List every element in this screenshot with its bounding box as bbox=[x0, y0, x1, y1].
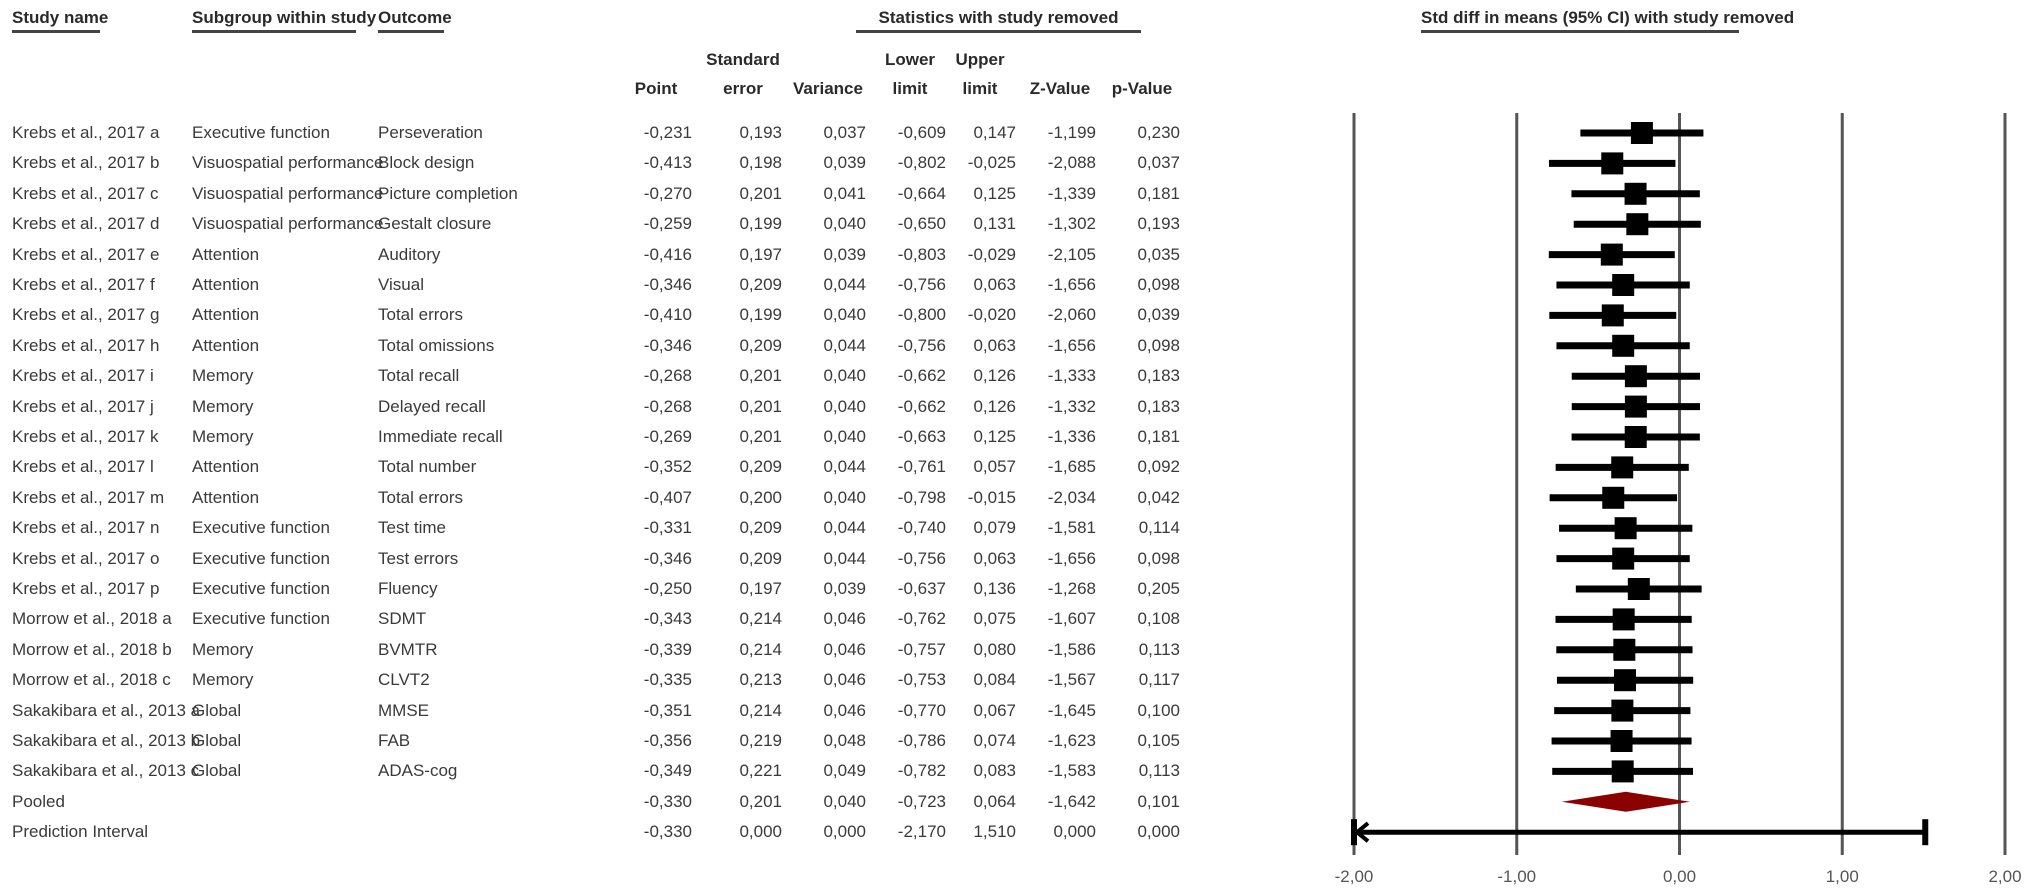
study-name: Krebs et al., 2017 j bbox=[12, 396, 154, 416]
stat-value: 0,201 bbox=[739, 791, 782, 811]
stat-value: -2,034 bbox=[1047, 487, 1096, 507]
stat-value: -0,413 bbox=[643, 153, 692, 173]
study-name: Krebs et al., 2017 n bbox=[12, 518, 160, 538]
stat-value: 0,205 bbox=[1137, 579, 1180, 598]
stat-value: 0,221 bbox=[739, 761, 782, 781]
point-marker bbox=[1601, 244, 1623, 266]
stat-value: -0,015 bbox=[967, 487, 1016, 507]
subgroup: Executive function bbox=[192, 518, 330, 538]
stat-value: 0,080 bbox=[973, 639, 1016, 659]
study-name: Krebs et al., 2017 b bbox=[12, 153, 160, 173]
subgroup: Visuospatial performance bbox=[192, 183, 384, 203]
stat-value: -0,753 bbox=[897, 670, 946, 690]
point-marker bbox=[1611, 730, 1633, 752]
column-header-line1: Standard bbox=[706, 50, 780, 69]
subgroup: Memory bbox=[192, 427, 254, 446]
stat-value: 0,044 bbox=[823, 335, 866, 355]
stat-value: -0,664 bbox=[897, 183, 946, 203]
stat-value: -0,662 bbox=[897, 366, 946, 386]
stat-value: -0,231 bbox=[643, 123, 692, 142]
stat-value: 0,098 bbox=[1137, 335, 1180, 355]
stat-value: 0,198 bbox=[739, 153, 782, 173]
column-header-line2: limit bbox=[962, 79, 998, 98]
outcome: Delayed recall bbox=[378, 396, 486, 416]
stat-value: 0,213 bbox=[739, 670, 782, 690]
stat-value: 0,209 bbox=[739, 548, 782, 568]
point-marker bbox=[1612, 335, 1634, 357]
outcome: Total number bbox=[378, 457, 477, 477]
stat-value: -0,761 bbox=[897, 457, 946, 477]
point-marker bbox=[1625, 183, 1647, 205]
stat-value: -1,199 bbox=[1047, 123, 1096, 142]
stat-value: -0,335 bbox=[643, 670, 692, 690]
stat-value: 0,044 bbox=[823, 275, 866, 294]
subgroup: Global bbox=[192, 700, 242, 720]
study-name: Morrow et al., 2018 b bbox=[12, 639, 172, 659]
stat-value: 0,125 bbox=[973, 427, 1016, 446]
stat-value: -2,060 bbox=[1047, 305, 1096, 325]
stat-value: -1,339 bbox=[1047, 183, 1096, 203]
subgroup: Executive function bbox=[192, 579, 330, 598]
point-marker bbox=[1615, 517, 1637, 539]
study-name: Prediction Interval bbox=[12, 822, 149, 842]
stat-value: 0,044 bbox=[823, 457, 866, 477]
stat-value: 0,183 bbox=[1137, 366, 1180, 386]
point-marker bbox=[1601, 152, 1623, 174]
stat-value: 0,193 bbox=[1137, 214, 1180, 234]
stat-value: 0,193 bbox=[739, 123, 782, 142]
subgroup: Executive function bbox=[192, 609, 330, 629]
study-name: Pooled bbox=[12, 791, 65, 811]
point-marker bbox=[1602, 487, 1624, 509]
column-header-line1: Upper bbox=[955, 50, 1005, 69]
study-name: Sakakibara et al., 2013 a bbox=[12, 700, 201, 720]
stat-value: 0,101 bbox=[1137, 791, 1180, 811]
point-marker bbox=[1613, 608, 1635, 630]
stat-value: -1,607 bbox=[1047, 609, 1096, 629]
stat-value: -0,259 bbox=[643, 214, 692, 234]
stat-value: 0,057 bbox=[973, 457, 1016, 477]
outcome: Total recall bbox=[378, 366, 460, 386]
stat-value: -1,656 bbox=[1047, 548, 1096, 568]
stat-value: 0,209 bbox=[739, 335, 782, 355]
stat-value: -0,351 bbox=[643, 700, 692, 720]
stat-value: 0,126 bbox=[973, 396, 1016, 416]
stat-value: -0,330 bbox=[643, 822, 692, 842]
stat-value: 0,039 bbox=[823, 153, 866, 173]
x-tick-label: -1,00 bbox=[1497, 867, 1537, 886]
subgroup: Attention bbox=[192, 487, 260, 507]
stat-value: 0,000 bbox=[1053, 822, 1096, 842]
point-marker bbox=[1614, 669, 1636, 691]
stat-value: 0,035 bbox=[1137, 244, 1180, 264]
point-marker bbox=[1625, 396, 1647, 418]
stat-value: 0,201 bbox=[739, 427, 782, 446]
stat-value: -1,656 bbox=[1047, 335, 1096, 355]
stat-value: 0,201 bbox=[739, 396, 782, 416]
stat-value: -0,762 bbox=[897, 609, 946, 629]
stat-value: 0,197 bbox=[739, 579, 782, 598]
stat-value: 0,113 bbox=[1138, 639, 1180, 659]
stat-value: -0,346 bbox=[643, 275, 692, 294]
stat-value: -0,352 bbox=[643, 457, 692, 477]
stat-value: 0,201 bbox=[739, 183, 782, 203]
stat-value: -0,802 bbox=[897, 153, 946, 173]
subgroup: Executive function bbox=[192, 548, 330, 568]
study-name: Krebs et al., 2017 o bbox=[12, 548, 160, 568]
stat-value: 0,042 bbox=[1137, 487, 1180, 507]
stat-value: 0,046 bbox=[823, 609, 866, 629]
study-name: Morrow et al., 2018 c bbox=[12, 670, 171, 690]
stat-value: 0,046 bbox=[823, 639, 866, 659]
stat-value: -0,270 bbox=[643, 183, 692, 203]
stat-value: 0,201 bbox=[739, 366, 782, 386]
stat-value: 0,037 bbox=[823, 123, 866, 142]
stat-value: 0,183 bbox=[1137, 396, 1180, 416]
point-marker bbox=[1602, 304, 1624, 326]
stat-value: -1,581 bbox=[1047, 518, 1096, 538]
outcome: BVMTR bbox=[378, 639, 438, 659]
study-name: Krebs et al., 2017 g bbox=[12, 305, 160, 325]
stat-value: -1,302 bbox=[1047, 214, 1096, 234]
study-name: Sakakibara et al., 2013 c bbox=[12, 761, 200, 781]
outcome: Visual bbox=[378, 275, 424, 294]
header-plot-title: Std diff in means (95% CI) with study removed bbox=[1421, 8, 1739, 33]
stat-value: 0,181 bbox=[1137, 427, 1180, 446]
subgroup: Visuospatial performance bbox=[192, 153, 384, 173]
pooled-diamond bbox=[1562, 792, 1690, 812]
outcome: Immediate recall bbox=[378, 427, 503, 446]
stat-value: -0,029 bbox=[967, 244, 1016, 264]
subgroup: Attention bbox=[192, 305, 260, 325]
stat-value: -2,088 bbox=[1047, 153, 1096, 173]
column-header-line2: Variance bbox=[793, 79, 863, 98]
stat-value: -0,609 bbox=[897, 123, 946, 142]
study-name: Krebs et al., 2017 l bbox=[12, 457, 154, 477]
stat-value: -1,583 bbox=[1047, 761, 1096, 781]
subgroup: Memory bbox=[192, 670, 254, 690]
stat-value: 0,040 bbox=[823, 791, 866, 811]
stat-value: -0,268 bbox=[643, 396, 692, 416]
stat-value: 0,040 bbox=[823, 305, 866, 325]
point-marker bbox=[1626, 213, 1648, 235]
stat-value: 0,181 bbox=[1137, 183, 1180, 203]
stat-value: 0,214 bbox=[739, 639, 782, 659]
stat-value: -0,770 bbox=[897, 700, 946, 720]
stat-value: 0,126 bbox=[973, 366, 1016, 386]
stat-value: -0,756 bbox=[897, 335, 946, 355]
study-name: Krebs et al., 2017 c bbox=[12, 183, 159, 203]
header-stats-group: Statistics with study removed bbox=[856, 8, 1141, 33]
subgroup: Global bbox=[192, 731, 242, 750]
stat-value: 0,131 bbox=[973, 214, 1016, 234]
stat-value: 0,113 bbox=[1138, 761, 1180, 781]
stat-value: 0,214 bbox=[739, 609, 782, 629]
study-name: Krebs et al., 2017 d bbox=[12, 214, 160, 234]
outcome: Total errors bbox=[378, 487, 464, 507]
stat-value: 0,200 bbox=[739, 487, 782, 507]
stat-value: 0,230 bbox=[1137, 123, 1180, 142]
outcome: Test time bbox=[378, 518, 447, 538]
stat-value: 0,108 bbox=[1137, 609, 1180, 629]
stat-value: -0,268 bbox=[643, 366, 692, 386]
stat-value: -2,170 bbox=[897, 822, 946, 842]
stat-value: -0,786 bbox=[897, 731, 946, 750]
stat-value: 0,040 bbox=[823, 366, 866, 386]
outcome: Picture completion bbox=[378, 183, 518, 203]
stat-value: -0,330 bbox=[643, 791, 692, 811]
stat-value: 0,048 bbox=[823, 731, 866, 750]
point-marker bbox=[1625, 365, 1647, 387]
stat-value: -1,336 bbox=[1047, 427, 1096, 446]
stat-value: 0,083 bbox=[973, 761, 1016, 781]
study-name: Krebs et al., 2017 h bbox=[12, 335, 160, 355]
stat-value: 0,063 bbox=[973, 548, 1016, 568]
stat-value: -0,269 bbox=[643, 427, 692, 446]
stat-value: -0,757 bbox=[897, 639, 946, 659]
point-marker bbox=[1612, 548, 1634, 570]
stat-value: 1,510 bbox=[973, 822, 1016, 842]
subgroup: Attention bbox=[192, 457, 260, 477]
outcome: FAB bbox=[378, 731, 411, 750]
stat-value: 0,105 bbox=[1137, 731, 1180, 750]
point-marker bbox=[1612, 274, 1634, 296]
stat-value: -1,685 bbox=[1047, 457, 1096, 477]
stat-value: -0,662 bbox=[897, 396, 946, 416]
outcome: Auditory bbox=[378, 244, 441, 264]
outcome: ADAS-cog bbox=[378, 761, 458, 781]
stat-value: 0,147 bbox=[973, 123, 1016, 142]
stat-value: -0,331 bbox=[643, 518, 692, 538]
study-name: Krebs et al., 2017 m bbox=[12, 487, 165, 507]
stat-value: 0,214 bbox=[739, 700, 782, 720]
outcome: Total omissions bbox=[378, 335, 495, 355]
stat-value: -1,623 bbox=[1047, 731, 1096, 750]
stat-value: 0,074 bbox=[973, 731, 1016, 750]
subgroup: Attention bbox=[192, 244, 260, 264]
stat-value: 0,079 bbox=[973, 518, 1016, 538]
stat-value: -0,410 bbox=[643, 305, 692, 325]
stat-value: -0,250 bbox=[643, 579, 692, 598]
stat-value: -0,663 bbox=[897, 427, 946, 446]
column-header-line2: p-Value bbox=[1111, 79, 1173, 98]
stat-value: 0,040 bbox=[823, 487, 866, 507]
column-header-line2: Point bbox=[634, 79, 678, 98]
stat-value: -0,803 bbox=[897, 244, 946, 264]
stat-value: 0,063 bbox=[973, 275, 1016, 294]
study-name: Morrow et al., 2018 a bbox=[12, 609, 172, 629]
stat-value: -1,567 bbox=[1047, 670, 1096, 690]
stat-value: -1,268 bbox=[1047, 579, 1096, 598]
column-header-line1: Lower bbox=[884, 50, 936, 69]
point-marker bbox=[1612, 760, 1634, 782]
stat-value: -0,356 bbox=[643, 731, 692, 750]
stat-value: 0,125 bbox=[973, 183, 1016, 203]
outcome: MMSE bbox=[378, 700, 429, 720]
study-name: Sakakibara et al., 2013 b bbox=[12, 731, 201, 750]
subgroup: Memory bbox=[192, 396, 254, 416]
subgroup: Memory bbox=[192, 639, 254, 659]
stat-value: 0,098 bbox=[1137, 275, 1180, 294]
outcome: Block design bbox=[378, 153, 475, 173]
study-name: Krebs et al., 2017 i bbox=[12, 366, 154, 386]
stat-value: -2,105 bbox=[1047, 244, 1096, 264]
point-marker bbox=[1611, 700, 1633, 722]
stat-value: 0,114 bbox=[1138, 518, 1180, 538]
stat-value: 0,199 bbox=[739, 214, 782, 234]
stat-value: -0,346 bbox=[643, 335, 692, 355]
stat-value: -0,407 bbox=[643, 487, 692, 507]
outcome: Test errors bbox=[378, 548, 459, 568]
stat-value: -0,800 bbox=[897, 305, 946, 325]
header-study-name: Study name bbox=[12, 8, 100, 33]
outcome: Total errors bbox=[378, 305, 464, 325]
stat-value: 0,209 bbox=[739, 518, 782, 538]
stat-value: 0,199 bbox=[739, 305, 782, 325]
stat-value: -0,782 bbox=[897, 761, 946, 781]
header-outcome: Outcome bbox=[378, 8, 444, 33]
point-marker bbox=[1631, 122, 1653, 144]
stat-value: -0,346 bbox=[643, 548, 692, 568]
stat-value: -1,645 bbox=[1047, 700, 1096, 720]
stat-value: 0,037 bbox=[1137, 153, 1180, 173]
outcome: SDMT bbox=[378, 609, 427, 629]
study-name: Krebs et al., 2017 a bbox=[12, 123, 160, 142]
subgroup: Attention bbox=[192, 275, 260, 294]
stat-value: -1,333 bbox=[1047, 366, 1096, 386]
stat-value: 0,075 bbox=[973, 609, 1016, 629]
stat-value: -1,332 bbox=[1047, 396, 1096, 416]
stat-value: 0,197 bbox=[739, 244, 782, 264]
stat-value: 0,000 bbox=[739, 822, 782, 842]
stat-value: 0,044 bbox=[823, 518, 866, 538]
stat-value: -0,339 bbox=[643, 639, 692, 659]
stat-value: 0,040 bbox=[823, 427, 866, 446]
stat-value: 0,044 bbox=[823, 548, 866, 568]
stat-value: 0,041 bbox=[823, 183, 866, 203]
stat-value: 0,219 bbox=[739, 731, 782, 750]
outcome: Gestalt closure bbox=[378, 214, 492, 234]
stat-value: 0,098 bbox=[1137, 548, 1180, 568]
x-tick-label: 2,00 bbox=[1988, 867, 2022, 886]
stat-value: 0,209 bbox=[739, 457, 782, 477]
subgroup: Executive function bbox=[192, 123, 330, 142]
stat-value: -0,650 bbox=[897, 214, 946, 234]
column-header-line2: Z-Value bbox=[1029, 79, 1091, 98]
stat-value: 0,049 bbox=[823, 761, 866, 781]
stat-value: -0,343 bbox=[643, 609, 692, 629]
study-name: Krebs et al., 2017 f bbox=[12, 275, 155, 294]
x-tick-label: 0,00 bbox=[1662, 867, 1697, 886]
stat-value: -0,020 bbox=[967, 305, 1016, 325]
stat-value: -1,586 bbox=[1047, 639, 1096, 659]
study-name: Krebs et al., 2017 e bbox=[12, 244, 160, 264]
outcome: CLVT2 bbox=[378, 670, 430, 690]
stat-value: 0,117 bbox=[1138, 670, 1180, 690]
column-header-line2: limit bbox=[892, 79, 928, 98]
stat-value: -0,723 bbox=[897, 791, 946, 811]
stat-value: -0,637 bbox=[897, 579, 946, 598]
subgroup: Attention bbox=[192, 335, 260, 355]
stat-value: -1,656 bbox=[1047, 275, 1096, 294]
stat-value: -0,756 bbox=[897, 275, 946, 294]
stat-value: 0,092 bbox=[1137, 457, 1180, 477]
subgroup: Visuospatial performance bbox=[192, 214, 384, 234]
stat-value: -1,642 bbox=[1047, 791, 1096, 811]
outcome: Perseveration bbox=[378, 123, 483, 142]
stat-value: 0,040 bbox=[823, 396, 866, 416]
column-header-line2: error bbox=[723, 79, 763, 98]
point-marker bbox=[1611, 456, 1633, 478]
stat-value: -0,740 bbox=[897, 518, 946, 538]
stat-value: 0,209 bbox=[739, 275, 782, 294]
stat-value: -0,416 bbox=[643, 244, 692, 264]
stat-value: 0,064 bbox=[973, 791, 1016, 811]
subgroup: Global bbox=[192, 761, 242, 781]
stat-value: 0,067 bbox=[973, 700, 1016, 720]
stat-value: -0,349 bbox=[643, 761, 692, 781]
outcome: Fluency bbox=[378, 579, 438, 598]
point-marker bbox=[1613, 639, 1635, 661]
stat-value: 0,040 bbox=[823, 214, 866, 234]
stat-value: 0,039 bbox=[823, 244, 866, 264]
stat-value: 0,100 bbox=[1137, 700, 1180, 720]
stat-value: 0,046 bbox=[823, 700, 866, 720]
stat-value: -0,756 bbox=[897, 548, 946, 568]
stat-value: 0,000 bbox=[823, 822, 866, 842]
stat-value: -0,798 bbox=[897, 487, 946, 507]
stat-value: 0,084 bbox=[973, 670, 1016, 690]
study-name: Krebs et al., 2017 k bbox=[12, 427, 159, 446]
x-tick-label: -2,00 bbox=[1334, 867, 1374, 886]
subgroup: Memory bbox=[192, 366, 254, 386]
stat-value: 0,063 bbox=[973, 335, 1016, 355]
x-tick-label: 1,00 bbox=[1825, 867, 1859, 886]
point-marker bbox=[1628, 578, 1650, 600]
study-name: Krebs et al., 2017 p bbox=[12, 579, 160, 598]
point-marker bbox=[1625, 426, 1647, 448]
header-subgroup: Subgroup within study bbox=[192, 8, 356, 33]
stat-value: 0,136 bbox=[973, 579, 1016, 598]
stat-value: 0,039 bbox=[1137, 305, 1180, 325]
stat-value: -0,025 bbox=[967, 153, 1016, 173]
stat-value: 0,000 bbox=[1137, 822, 1180, 842]
stat-value: 0,046 bbox=[823, 670, 866, 690]
stat-value: 0,039 bbox=[823, 579, 866, 598]
